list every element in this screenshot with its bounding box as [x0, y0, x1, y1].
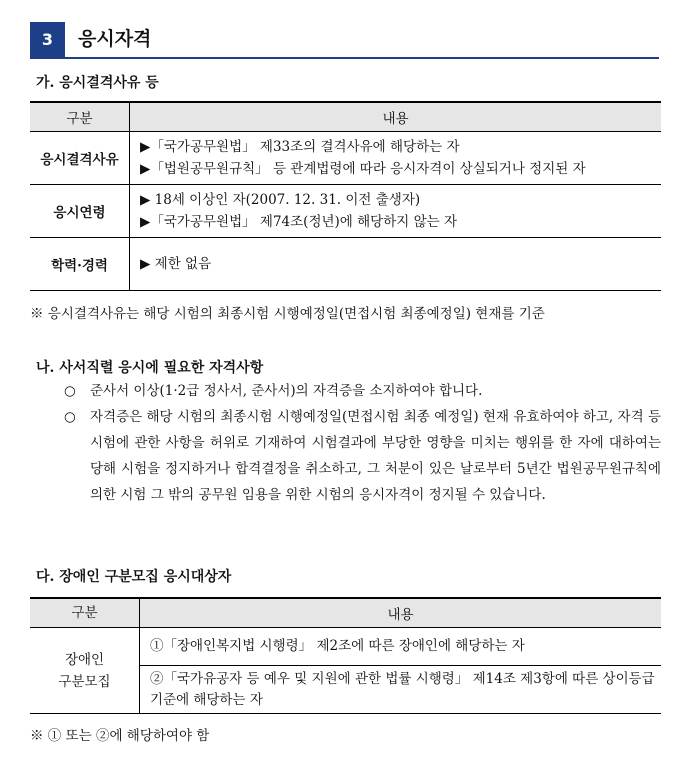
row-item: ①「장애인복지법 시행령」 제2조에 따른 장애인에 해당하는 자 — [140, 628, 662, 666]
disabled-recruitment-table — [30, 597, 661, 714]
row-label-line1: 장애인 — [64, 651, 105, 668]
part-b-heading: 나. 사서직렬 응시에 필요한 자격사항 — [36, 360, 264, 376]
col-header-category: 구분 — [30, 598, 140, 628]
qualification-item: ○ 준사서 이상(1·2급 정사서, 준사서)의 자격증을 소지하여야 합니다. — [64, 378, 661, 404]
circle-bullet-icon: ○ — [64, 383, 76, 399]
row-label-line2: 구분모집 — [58, 673, 111, 690]
row-item: ▶ 18세 이상인 자(2007. 12. 31. 이전 출생자) — [140, 192, 421, 208]
row-label: 응시결격사유 — [30, 132, 130, 185]
qualification-item: ○ 자격증은 해당 시험의 최종시험 시행예정일(면접시험 최종 예정일) 현재 유효하여야 하고, 자격 등 시험에 관한 사항을 허위로 기재하여 시험결과에 부당한 영향을 미치는 행위를 한 자에 대하여는 당해 시험을 정지하거나 합격결정을 취소하고, 그 처분이 있은 날로부터 5년간 법원공무원규칙에 의한 시험 그 밖의 공무원 임용을 위한 시험의 응시자격이 정지될 수 있습니다. — [64, 404, 661, 508]
part-c-heading: 다. 장애인 구분모집 응시대상자 — [36, 569, 232, 585]
part-c-note: ※ ① 또는 ②에 해당하여야 함 — [30, 728, 210, 744]
col-header-content: 내용 — [140, 598, 662, 628]
section-header — [30, 22, 659, 59]
table-row — [30, 185, 661, 238]
row-item: ▶「국가공무원법」 제74조(정년)에 해당하지 않는 자 — [140, 214, 457, 230]
section-number: 3 — [30, 22, 65, 57]
row-item: ▶「법원공무원규칙」 등 관계법령에 따라 응시자격이 상실되거나 정지된 자 — [140, 161, 586, 177]
row-item: ▶「국가공무원법」 제33조의 결격사유에 해당하는 자 — [140, 139, 460, 155]
row-item: ②「국가유공자 등 예우 및 지원에 관한 법률 시행령」 제14조 제3항에 따른 상이등급기준에 해당하는 자 — [140, 666, 662, 714]
col-header-category: 구분 — [30, 102, 130, 132]
section-title: 응시자격 — [78, 28, 152, 50]
row-item: ▶ 제한 없음 — [140, 256, 212, 272]
table-row — [30, 628, 661, 666]
disqualification-table — [30, 101, 661, 291]
circle-bullet-icon: ○ — [64, 409, 76, 425]
table-row — [30, 132, 661, 185]
part-a-note: ※ 응시결격사유는 해당 시험의 최종시험 시행예정일(면접시험 최종예정일) 현재를 기준 — [30, 306, 545, 322]
row-label: 학력·경력 — [30, 238, 130, 291]
col-header-content: 내용 — [130, 102, 662, 132]
part-a-heading: 가. 응시결격사유 등 — [36, 75, 159, 91]
row-label: 응시연령 — [30, 185, 130, 238]
table-row — [30, 238, 661, 291]
